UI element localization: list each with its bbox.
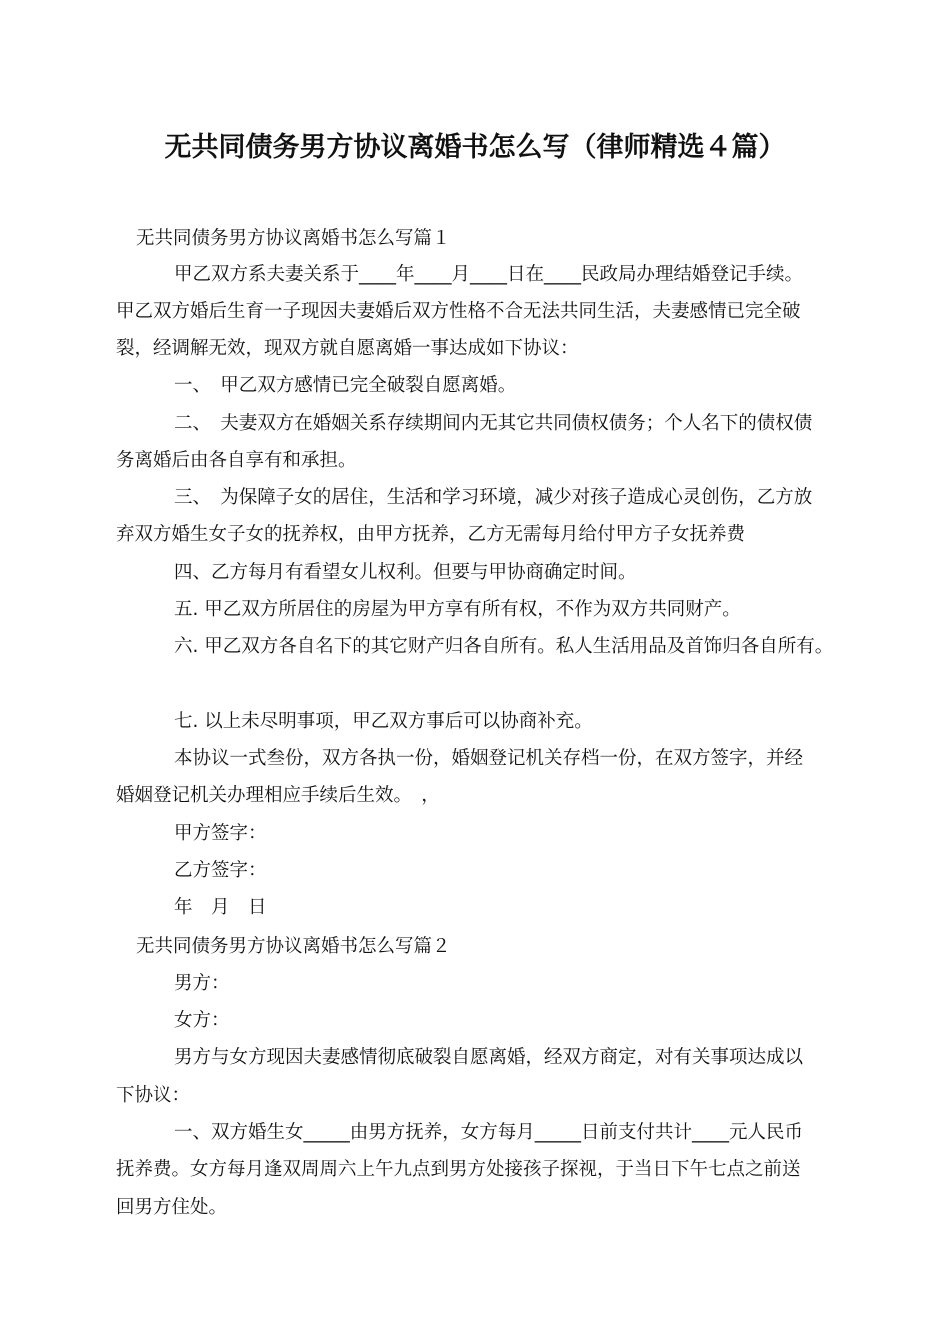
clause-4: 四、乙方每月有看望女儿权利。但要与甲协商确定时间。 <box>174 562 637 583</box>
male-party-label: 男方： <box>174 973 230 994</box>
signature-date: 年 月 日 <box>174 897 267 918</box>
paragraph-line: 甲乙双方婚后生育一子现因夫妻婚后双方性格不合无法共同生活，夫妻感情已完全破 <box>116 301 801 322</box>
section-1-heading: 无共同债务男方协议离婚书怎么写篇１ <box>136 228 451 249</box>
document-title: 无共同债务男方协议离婚书怎么写（律师精选４篇） <box>164 132 786 163</box>
clause-1-line: 一、双方婚生女_____由男方抚养，女方每月_____日前支付共计____元人民币 <box>174 1122 804 1143</box>
female-party-label: 女方： <box>174 1010 230 1031</box>
signature-party-b: 乙方签字： <box>174 860 267 881</box>
clause-6: 六. 甲乙双方各自名下的其它财产归各自所有。私人生活用品及首饰归各自所有。 <box>174 636 834 657</box>
clause-2-line: 务离婚后由各自享有和承担。 <box>116 450 357 471</box>
clause-7: 七. 以上未尽明事项，甲乙双方事后可以协商补充。 <box>174 711 593 732</box>
clause-3-line: 弃双方婚生女子女的抚养权，由甲方抚养，乙方无需每月给付甲方子女抚养费 <box>116 524 746 545</box>
closing-line: 婚姻登记机关办理相应手续后生效。 ， <box>116 785 440 806</box>
clause-3-line: 三、 为保障子女的居住，生活和学习环境，减少对孩子造成心灵创伤，乙方放 <box>174 487 813 508</box>
section-2-heading: 无共同债务男方协议离婚书怎么写篇２ <box>136 936 451 957</box>
paragraph-line: 裂，经调解无效，现双方就自愿离婚一事达成如下协议： <box>116 338 579 359</box>
clause-1-line: 抚养费。女方每月逢双周周六上午九点到男方处接孩子探视，于当日下午七点之前送 <box>116 1159 801 1180</box>
clause-1-line: 回男方住处。 <box>116 1197 228 1218</box>
signature-party-a: 甲方签字： <box>174 823 267 844</box>
closing-line: 本协议一式叁份，双方各执一份，婚姻登记机关存档一份，在双方签字，并经 <box>174 748 804 769</box>
paragraph-line: 下协议： <box>116 1085 191 1106</box>
paragraph-line: 男方与女方现因夫妻感情彻底破裂自愿离婚，经双方商定，对有关事项达成以 <box>174 1047 804 1068</box>
clause-2-line: 二、 夫妻双方在婚姻关系存续期间内无其它共同债权债务；个人名下的债权债 <box>174 413 813 434</box>
paragraph-line: 甲乙双方系夫妻关系于____年____月____日在____民政局办理结婚登记手续。 <box>174 264 804 285</box>
clause-1: 一、 甲乙双方感情已完全破裂自愿离婚。 <box>174 375 517 396</box>
clause-5: 五. 甲乙双方所居住的房屋为甲方享有所有权，不作为双方共同财产。 <box>174 599 741 620</box>
